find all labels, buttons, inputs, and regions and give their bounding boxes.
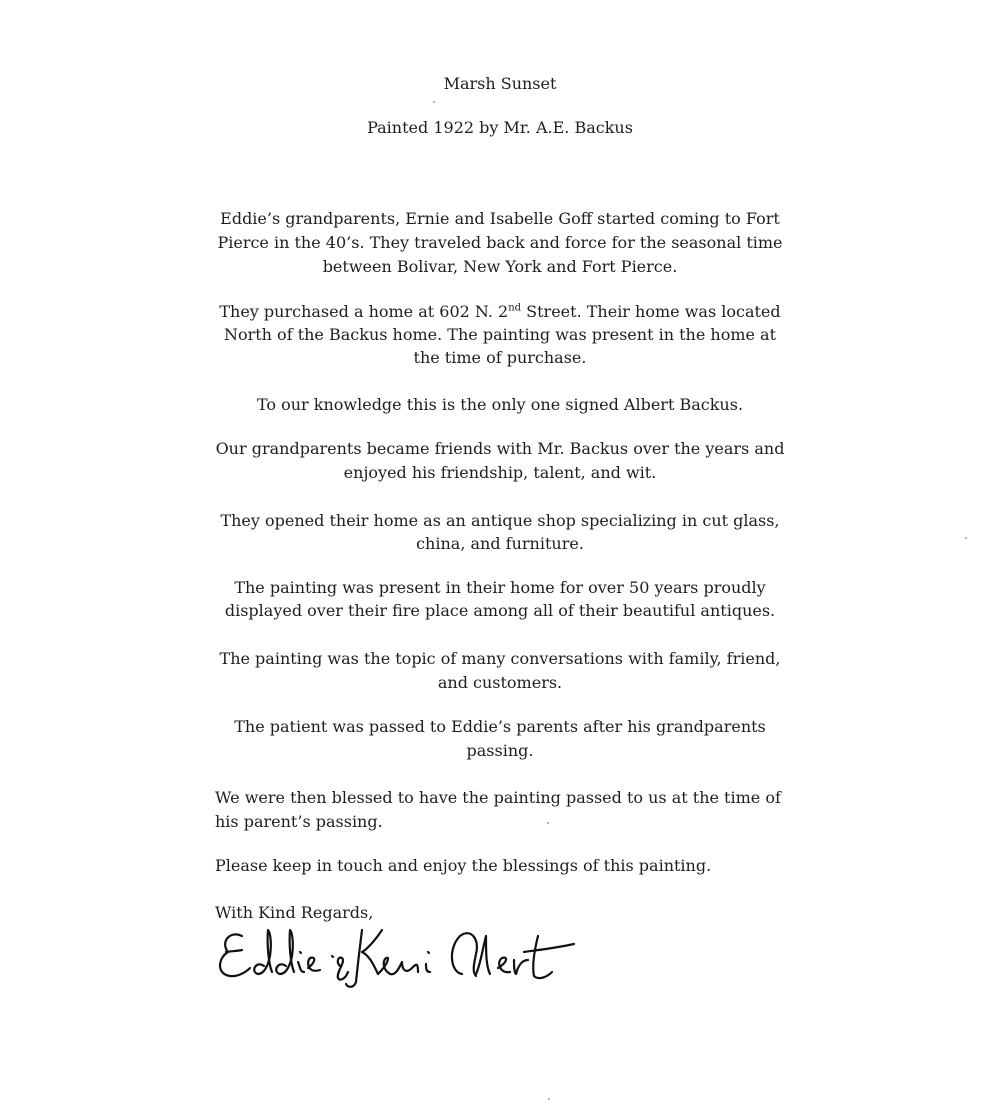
paragraph-line: The painting was the topic of many conversations with family, friend, — [219, 649, 781, 668]
paragraph-line: displayed over their fire place among all of their beautiful antiques. — [224, 601, 776, 620]
closing-salutation: With Kind Regards, — [215, 903, 374, 922]
letter-subtitle: Painted 1922 by Mr. A.E. Backus — [367, 118, 633, 137]
signature-strokes — [220, 930, 574, 987]
paragraph-only-signed: To our knowledge this is the only one signed Albert Backus. — [256, 395, 744, 414]
paragraph-line: passing. — [466, 741, 534, 760]
paragraph-line: Eddie’s grandparents, Ernie and Isabelle Goff started coming to Fort — [220, 209, 780, 228]
paragraph-line: china, and furniture. — [416, 534, 584, 553]
paragraph-line: the time of purchase. — [413, 348, 587, 367]
address-text: They purchased a home at 602 N. 2 — [219, 302, 509, 321]
speck-mark — [547, 822, 549, 824]
paragraph-line: his parent’s passing. — [215, 812, 383, 831]
paragraph-keep-in-touch: Please keep in touch and enjoy the blessings of this painting. — [215, 856, 712, 875]
paragraph-line — [0, 302, 1000, 322]
address-text-continued: Street. Their home was located — [521, 302, 781, 321]
paragraph-line: We were then blessed to have the painting passed to us at the time of — [215, 788, 781, 807]
paragraph-line: Our grandparents became friends with Mr. Backus over the years and — [215, 439, 785, 458]
handwritten-signature — [212, 922, 592, 994]
paragraph-line: and customers. — [437, 673, 563, 692]
paragraph-line: The patient was passed to Eddie’s parents after his grandparents — [234, 717, 766, 736]
paragraph-line: Pierce in the 40’s. They traveled back and force for the seasonal time — [217, 233, 783, 252]
letter-title: Marsh Sunset — [443, 74, 557, 93]
speck-mark — [965, 537, 967, 539]
ordinal-suffix: nd — [508, 302, 522, 314]
speck-mark — [548, 1098, 550, 1100]
paragraph-line: enjoyed his friendship, talent, and wit. — [343, 463, 657, 482]
paragraph-line: They opened their home as an antique shop specializing in cut glass, — [220, 511, 780, 530]
paragraph-line: between Bolivar, New York and Fort Pierce. — [322, 257, 678, 276]
paragraph-line: The painting was present in their home for over 50 years proudly — [234, 578, 766, 597]
speck-mark — [433, 101, 435, 103]
paragraph-line: North of the Backus home. The painting was present in the home at — [223, 325, 777, 344]
